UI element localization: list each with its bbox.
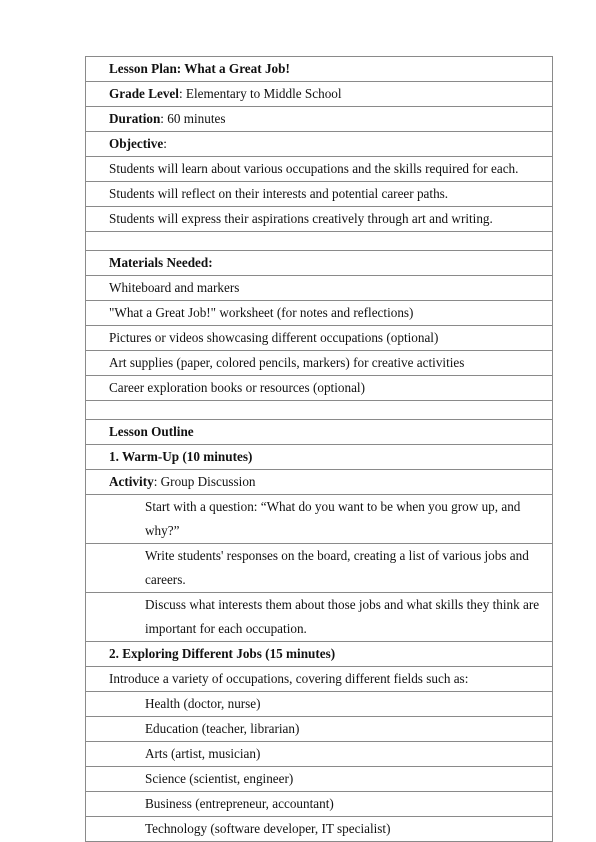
empty-row — [86, 232, 553, 251]
lesson-title: Lesson Plan: What a Great Job! — [86, 57, 553, 82]
table-row — [86, 157, 553, 182]
material-item: "What a Great Job!" worksheet (for notes and reflections) — [86, 301, 553, 326]
warmup-step: Discuss what interests them about those jobs and what skills they think are important for each occupation. — [86, 593, 553, 642]
table-row — [86, 742, 553, 767]
table-row — [86, 132, 553, 157]
table-row — [86, 767, 553, 792]
materials-heading: Materials Needed: — [86, 251, 553, 276]
grade-level: Grade Level: Elementary to Middle School — [86, 82, 553, 107]
exploring-heading: 2. Exploring Different Jobs (15 minutes) — [86, 642, 553, 667]
table-row — [86, 182, 553, 207]
material-item: Art supplies (paper, colored pencils, markers) for creative activities — [86, 351, 553, 376]
table-row — [86, 817, 553, 842]
objective-item: Students will learn about various occupations and the skills required for each. — [86, 157, 553, 182]
warmup-step: Start with a question: “What do you want to be when you grow up, and why?” — [86, 495, 553, 544]
table-row — [86, 326, 553, 351]
table-row — [86, 401, 553, 420]
table-row — [86, 276, 553, 301]
table-row — [86, 445, 553, 470]
field-item: Health (doctor, nurse) — [86, 692, 553, 717]
table-row — [86, 717, 553, 742]
table-row — [86, 593, 553, 642]
objective-item: Students will express their aspirations creatively through art and writing. — [86, 207, 553, 232]
table-row — [86, 420, 553, 445]
outline-heading: Lesson Outline — [86, 420, 553, 445]
warmup-step: Write students' responses on the board, creating a list of various jobs and careers. — [86, 544, 553, 593]
table-row — [86, 642, 553, 667]
table-row — [86, 792, 553, 817]
table-row — [86, 57, 553, 82]
exploring-intro: Introduce a variety of occupations, covering different fields such as: — [86, 667, 553, 692]
table-row — [86, 251, 553, 276]
field-item: Arts (artist, musician) — [86, 742, 553, 767]
table-row — [86, 351, 553, 376]
table-row — [86, 376, 553, 401]
field-item: Business (entrepreneur, accountant) — [86, 792, 553, 817]
table-row — [86, 495, 553, 544]
material-item: Career exploration books or resources (optional) — [86, 376, 553, 401]
objective-heading: Objective: — [86, 132, 553, 157]
table-row — [86, 692, 553, 717]
table-row — [86, 470, 553, 495]
duration: Duration: 60 minutes — [86, 107, 553, 132]
lesson-plan-table — [85, 56, 553, 842]
table-row — [86, 107, 553, 132]
table-row — [86, 207, 553, 232]
table-row — [86, 82, 553, 107]
table-row — [86, 544, 553, 593]
field-item: Education (teacher, librarian) — [86, 717, 553, 742]
objective-item: Students will reflect on their interests and potential career paths. — [86, 182, 553, 207]
empty-row — [86, 401, 553, 420]
table-row — [86, 232, 553, 251]
warmup-heading: 1. Warm-Up (10 minutes) — [86, 445, 553, 470]
material-item: Pictures or videos showcasing different occupations (optional) — [86, 326, 553, 351]
table-row — [86, 667, 553, 692]
field-item: Technology (software developer, IT specialist) — [86, 817, 553, 842]
material-item: Whiteboard and markers — [86, 276, 553, 301]
activity-line: Activity: Group Discussion — [86, 470, 553, 495]
field-item: Science (scientist, engineer) — [86, 767, 553, 792]
table-row — [86, 301, 553, 326]
